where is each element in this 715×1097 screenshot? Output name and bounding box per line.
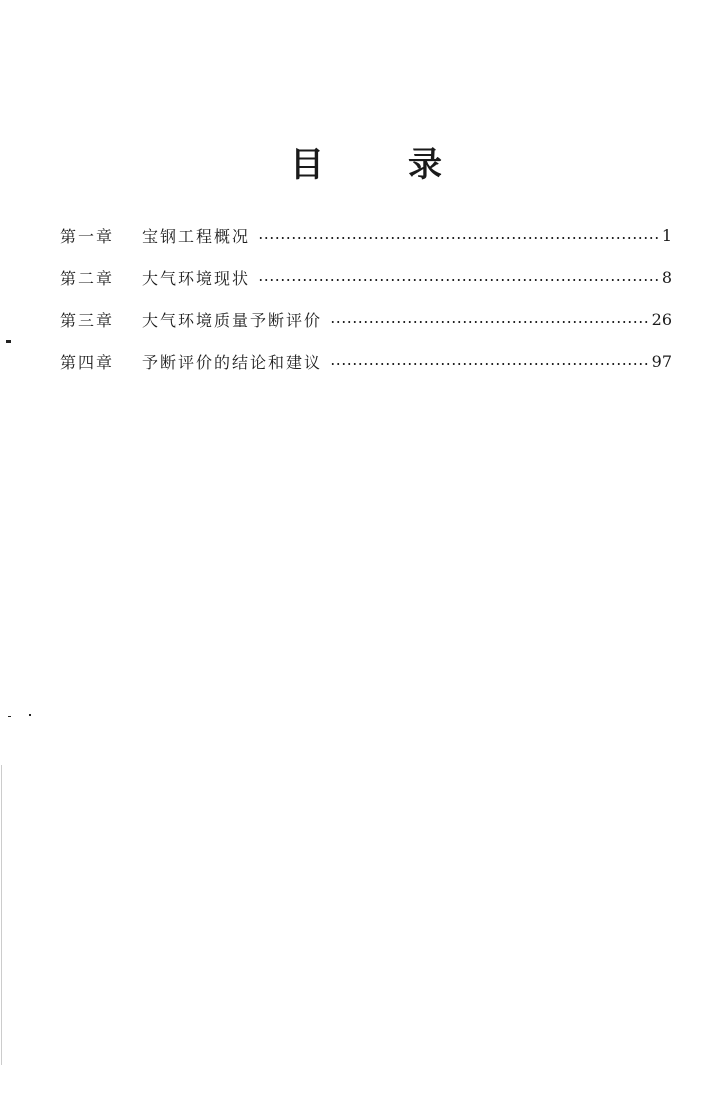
chapter-number: 第二章 xyxy=(60,268,115,288)
dot-leader xyxy=(330,321,650,323)
page-number: 1 xyxy=(661,225,672,245)
dot-leader xyxy=(258,279,660,281)
chapter-title: 大气环境现状 xyxy=(142,268,251,288)
table-of-contents xyxy=(60,214,672,382)
scan-speck xyxy=(6,340,11,343)
toc-entry-chapter-4 xyxy=(60,340,672,382)
toc-entry-chapter-3 xyxy=(60,298,672,340)
page-number: 8 xyxy=(661,267,672,287)
chapter-number: 第一章 xyxy=(60,226,115,246)
chapter-number: 第四章 xyxy=(60,352,115,372)
title-char-2: 录 xyxy=(408,145,442,185)
chapter-number: 第三章 xyxy=(60,310,115,330)
title-char-1: 目 xyxy=(290,145,324,185)
page-number: 26 xyxy=(651,309,672,329)
scan-speck xyxy=(29,714,31,716)
chapter-title: 宝钢工程概况 xyxy=(142,226,251,246)
toc-entry-chapter-2 xyxy=(60,256,672,298)
chapter-title: 予断评价的结论和建议 xyxy=(142,352,323,372)
toc-title xyxy=(290,140,450,190)
dot-leader xyxy=(258,237,660,239)
scan-speck xyxy=(8,716,11,717)
chapter-title: 大气环境质量予断评价 xyxy=(142,310,323,330)
toc-entry-chapter-1 xyxy=(60,214,672,256)
page-number: 97 xyxy=(651,351,672,371)
dot-leader xyxy=(330,363,650,365)
scan-edge-line xyxy=(1,765,2,1065)
